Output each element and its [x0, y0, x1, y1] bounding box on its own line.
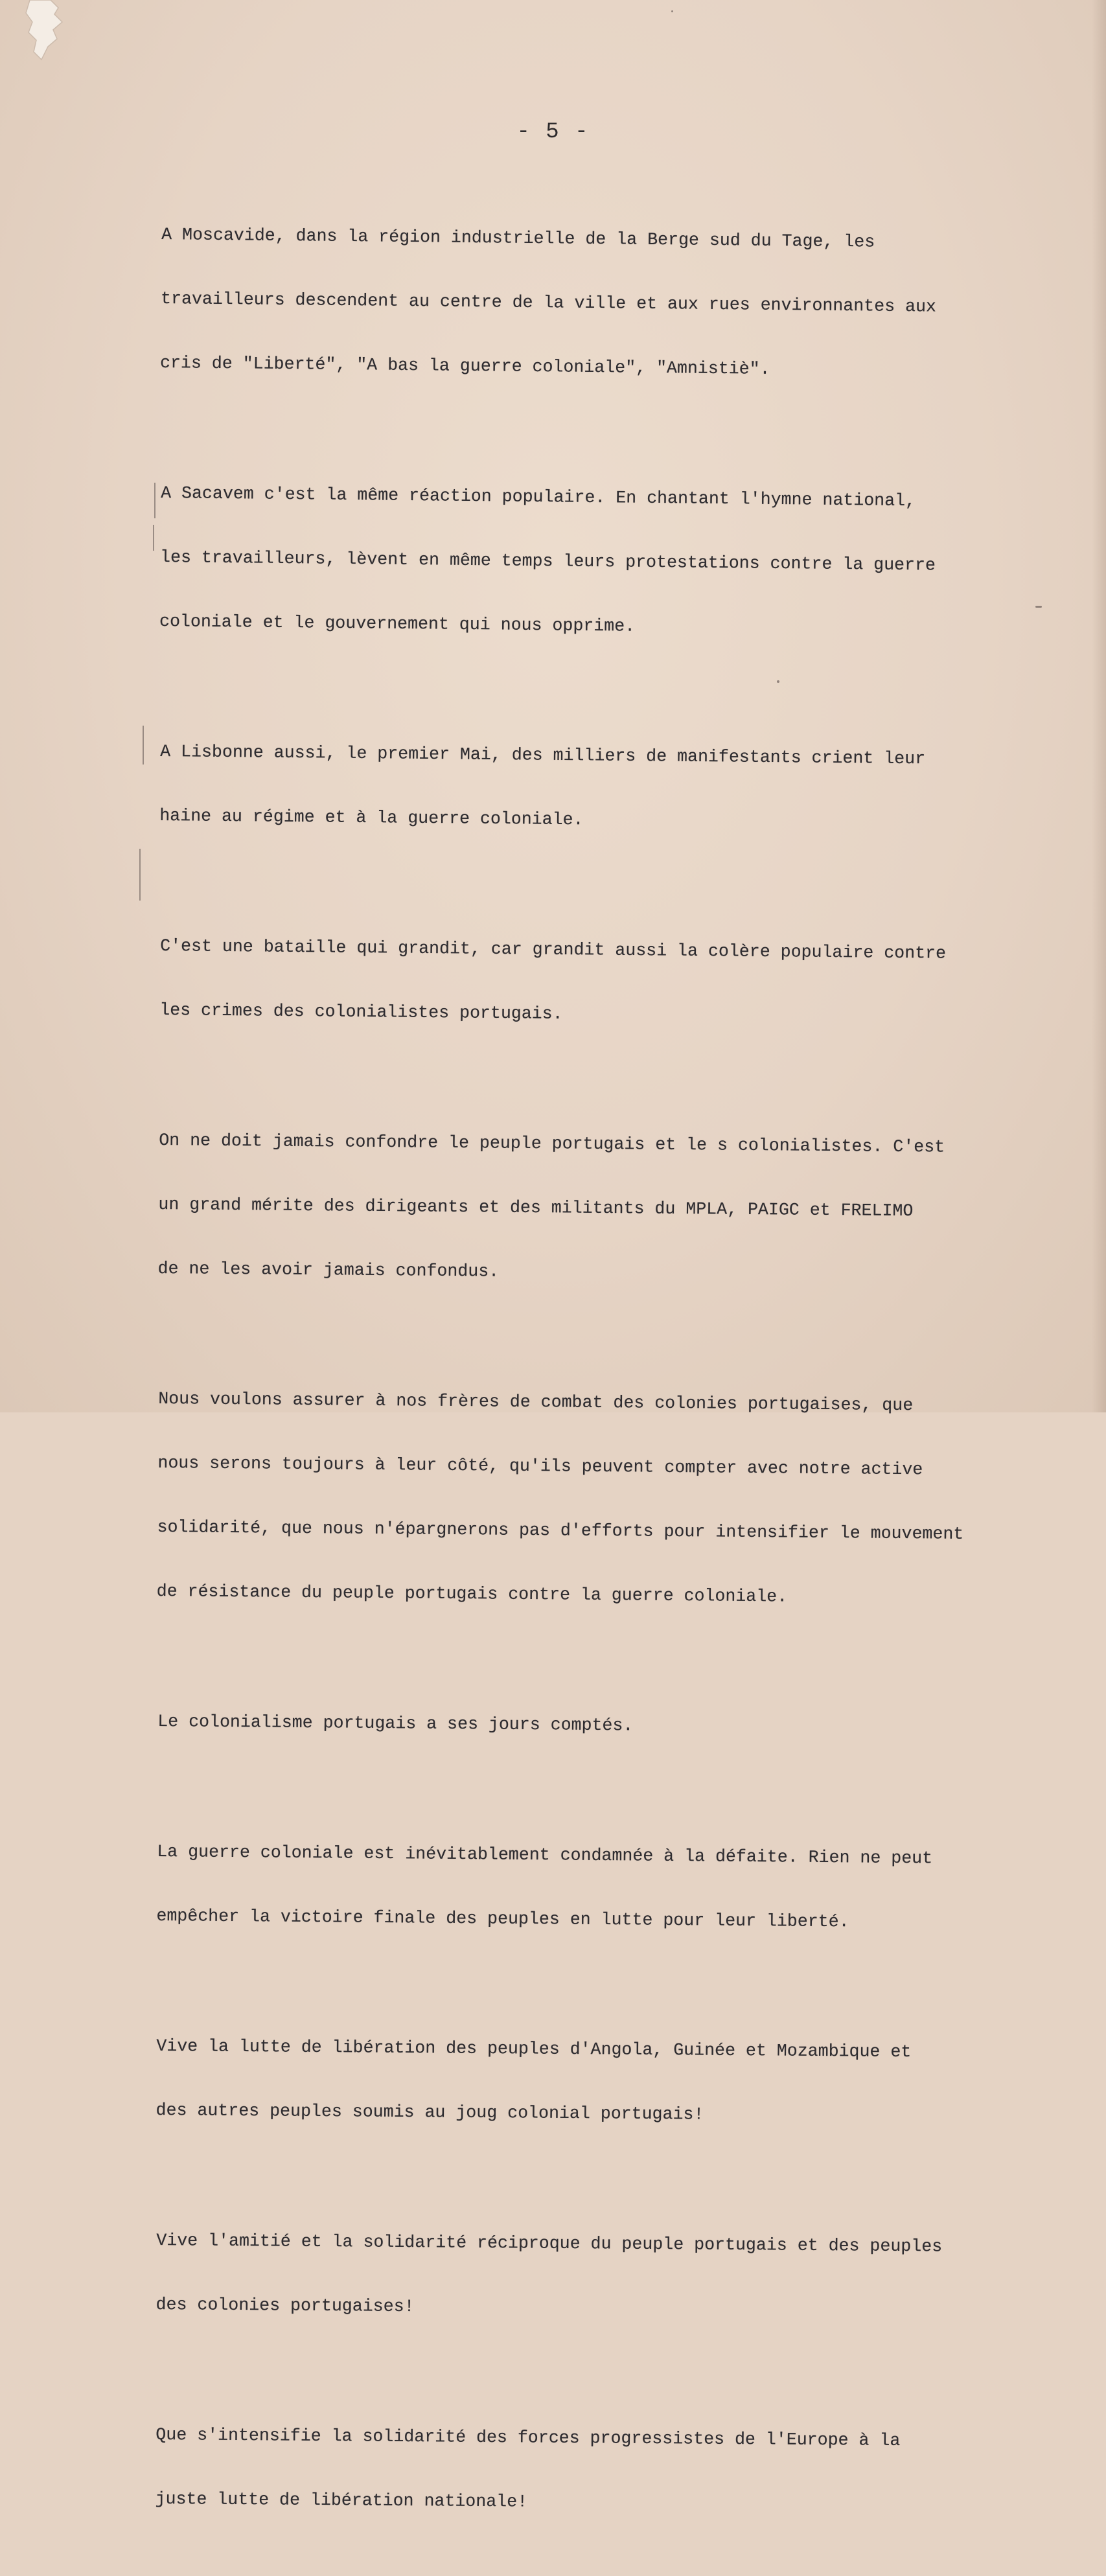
paper-speck — [777, 680, 779, 683]
paragraph-confondre — [157, 1087, 1037, 1330]
text-line: La guerre coloniale est inévitablement condamnée à la défaite. Rien ne peut — [157, 1841, 933, 1869]
margin-mark — [143, 726, 144, 765]
text-line: solidarité, que nous n'épargnerons pas d'efforts pour intensifier le mouvement — [157, 1517, 964, 1544]
text-line: les travailleurs, lèvent en même temps leurs protestations contre la guerre — [159, 547, 936, 575]
margin-mark — [139, 849, 141, 901]
text-line: Vive la lutte de libération des peuples d'Angola, Guinée et Mozambique et — [156, 2036, 912, 2062]
text-line: cris de "Liberté", "A bas la guerre coloniale", "Amnistiè". — [159, 352, 770, 379]
paragraph-vive-amitie — [156, 2187, 1037, 2365]
margin-mark — [154, 483, 156, 518]
text-line: un grand mérite des dirigeants et des militants du MPLA, PAIGC et FRELIMO — [158, 1194, 914, 1221]
text-line: empêcher la victoire finale des peuples en lutte pour leur liberté. — [156, 1905, 849, 1932]
text-line: Que s'intensifie la solidarité des forces progressistes de l'Europe à la — [156, 2424, 901, 2451]
paragraph-sacavem — [159, 440, 1037, 684]
text-line: Vive l'amitié et la solidarité réciproque du peuple portugais et des peuples — [156, 2230, 943, 2257]
text-line: travailleurs descendent au centre de la ville et aux rues environnantes aux — [160, 288, 937, 317]
letter-body — [155, 181, 1037, 2576]
paragraph-assurer — [156, 1346, 1037, 1653]
paper-speck — [1035, 606, 1042, 608]
text-line: Le colonialisme portugais a ses jours comptés. — [157, 1711, 634, 1736]
text-line: les crimes des colonialistes portugais. — [159, 1000, 563, 1024]
paragraph-jours-comptes — [157, 1668, 1037, 1783]
text-line: juste lutte de libération nationale! — [155, 2489, 528, 2512]
text-line: A Sacavem c'est la même réaction populaire. En chantant l'hymne national, — [160, 483, 916, 511]
paragraph-defaite — [156, 1799, 1037, 1977]
paragraph-solidarite-europe — [155, 2382, 1037, 2560]
page-number: - 5 - — [516, 120, 590, 144]
paragraph-bataille — [159, 893, 1036, 1072]
torn-corner — [25, 0, 70, 62]
paper-speck — [671, 10, 673, 12]
margin-mark — [153, 525, 154, 551]
text-line: nous serons toujours à leur côté, qu'ils peuvent compter avec notre active — [157, 1453, 923, 1480]
paragraph-vive-lutte — [156, 1993, 1037, 2171]
text-line: coloniale et le gouvernement qui nous opprime. — [159, 611, 636, 636]
paragraph-moscavide — [159, 181, 1037, 426]
text-line: On ne doit jamais confondre le peuple portugais et le s colonialistes. C'est — [159, 1130, 945, 1157]
text-line: des colonies portugaises! — [156, 2294, 415, 2317]
text-line: Nous voulons assurer à nos frères de combat des colonies portugaises, que — [158, 1388, 914, 1416]
text-line: de résistance du peuple portugais contre la guerre coloniale. — [156, 1581, 788, 1607]
text-line: A Lisbonne aussi, le premier Mai, des milliers de manifestants crient leur — [160, 741, 926, 769]
text-line: C'est une bataille qui grandit, car grandit aussi la colère populaire contre — [160, 936, 947, 963]
paragraph-lisbonne — [159, 698, 1036, 878]
page-edge-shadow — [1092, 0, 1106, 1412]
text-line: de ne les avoir jamais confondus. — [157, 1258, 500, 1282]
text-line: haine au régime et à la guerre coloniale. — [159, 805, 584, 830]
text-line: des autres peuples soumis au joug colonial portugais! — [156, 2100, 704, 2124]
text-line: A Moscavide, dans la région industrielle de la Berge sud du Tage, les — [161, 224, 875, 252]
